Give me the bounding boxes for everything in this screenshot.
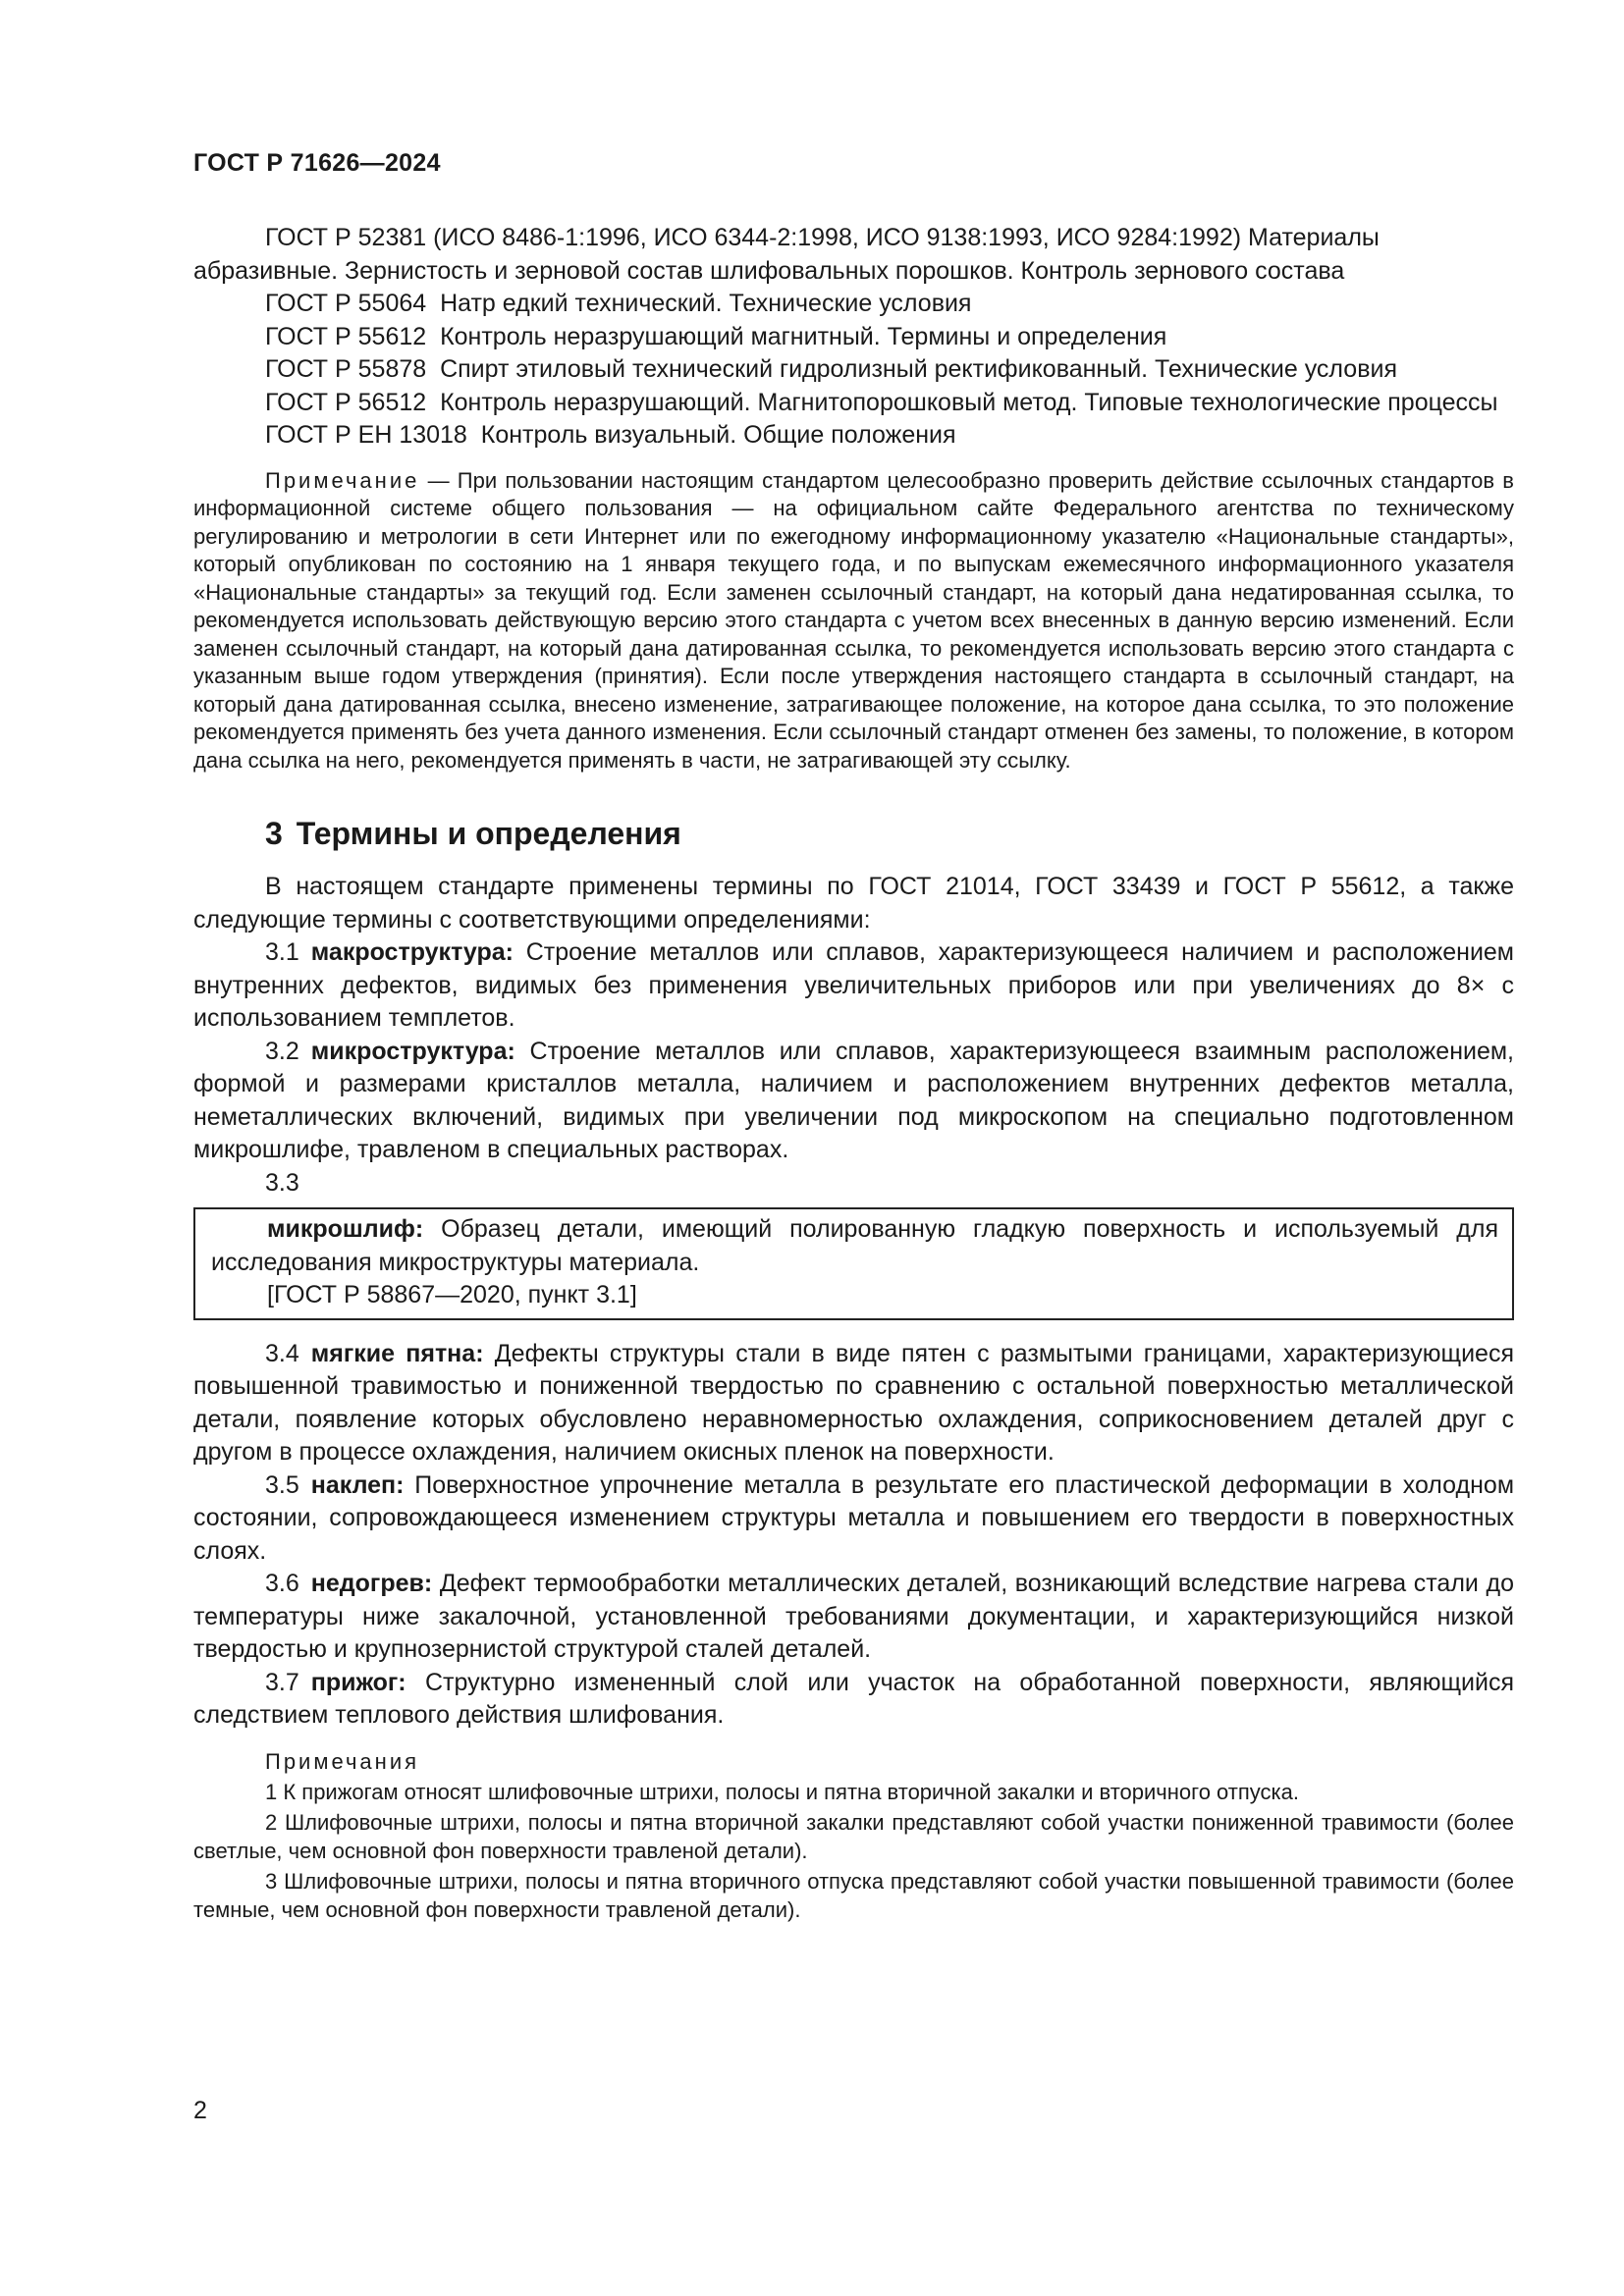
- term-name: прижог:: [310, 1668, 406, 1696]
- reference-list: [193, 222, 1514, 453]
- term-number-standalone: 3.3: [265, 1168, 299, 1197]
- page-body: [193, 222, 1514, 1924]
- term-entry: [211, 1213, 1498, 1279]
- reference-item: [193, 419, 1514, 453]
- term-number: 3.6: [265, 1570, 299, 1597]
- term-number: 3.5: [265, 1470, 299, 1499]
- reference-code: ГОСТ Р 55064: [265, 290, 427, 317]
- section-title: Термины и определения: [296, 816, 681, 851]
- term-name: микроструктура:: [310, 1037, 515, 1065]
- reference-code: ГОСТ Р 56512: [265, 388, 427, 416]
- term-number: 3.4: [265, 1339, 299, 1367]
- reference-title: Контроль неразрушающий. Магнитопорошковый метод. Типовые технологические процессы: [440, 388, 1498, 416]
- term-definition: Образец детали, имеющий полированную гладкую поверхность и используемый для исследования микроструктуры материала.: [211, 1215, 1498, 1276]
- reference-item: [193, 288, 1514, 321]
- term-number: 3.1: [265, 938, 299, 966]
- term-source: [ГОСТ Р 58867—2020, пункт 3.1]: [267, 1281, 637, 1308]
- term-definition: Строение металлов или сплавов, характеризующееся взаимным расположением, формой и размерами кристаллов металла, наличием и расположением внутренних дефектов металла, неметаллических включений, видимых при увеличении под микроскопом на специально подготовленном микрошлифе, травленом в специальных растворах.: [193, 1037, 1514, 1163]
- term-definition: Структурно измененный слой или участок на обработанной поверхности, являющийся следствием теплового действия шлифования.: [193, 1668, 1515, 1729]
- term-name: микрошлиф:: [267, 1215, 424, 1243]
- reference-title: Материалы абразивные. Зернистость и зерновой состав шлифовальных порошков. Контроль зернового состава: [193, 224, 1380, 285]
- reference-item: [193, 222, 1514, 288]
- note-item: 3 Шлифовочные штрихи, полосы и пятна вторичного отпуска представляют собой участки повышенной травимости (более темные, чем основной фон поверхности травленой детали).: [193, 1868, 1514, 1922]
- reference-title: Контроль неразрушающий магнитный. Термины и определения: [440, 322, 1167, 350]
- note-label: Примечание: [265, 467, 420, 493]
- reference-title: Натр едкий технический. Технические условия: [440, 290, 972, 317]
- term-entry: [193, 936, 1514, 1036]
- note-text: — При пользовании настоящим стандартом целесообразно проверить действие ссылочных стандартов в информационной системе общего пользования — на официальном сайте Федерального агентства по техническому регулированию и метрологии в сети Интернет или по ежегодному информационному указателю «Национальные стандарты», который опубликован по состоянию на 1 января текущего года, и по выпускам ежемесячного информационного указателя «Национальные стандарты» за текущий год. Если заменен ссылочный стандарт, на который дана недатированная ссылка, то рекомендуется использовать действующую версию этого стандарта с учетом всех внесенных в данную версию изменений. Если заменен ссылочный стандарт, на который дана датированная ссылка, то рекомендуется использовать версию этого стандарта с указанным выше годом утверждения (принятия). Если после утверждения настоящего стандарта в ссылочный стандарт, на который дана датированная ссылка, внесено изменение, затрагивающее положение, на которое дана ссылка, то это положение рекомендуется применять без учета данного изменения. Если ссылочный стандарт отменен без замены, то положение, в котором дана ссылка на него, рекомендуется применять в части, не затрагивающей эту ссылку.: [193, 467, 1514, 773]
- term-entry: [193, 1469, 1514, 1569]
- running-head: ГОСТ Р 71626—2024: [193, 149, 441, 177]
- term-name: мягкие пятна:: [310, 1339, 484, 1367]
- term-definition: Дефекты структуры стали в виде пятен с размытыми границами, характеризующиеся повышенной травимостью и пониженной твердостью по сравнению с остальной поверхностью металлической детали, появление которых обусловлено неравномерностью охлаждения, соприкосновением деталей друг с другом в процессе охлаждения, наличием окисных пленок на поверхности.: [193, 1339, 1515, 1466]
- note-item: 2 Шлифовочные штрихи, полосы и пятна вторичной закалки представляют собой участки пониженной травимости (более светлые, чем основной фон поверхности травленой детали).: [193, 1809, 1514, 1863]
- section-heading: [265, 814, 1514, 853]
- term-definition: Строение металлов или сплавов, характеризующееся наличием и расположением внутренних дефектов, видимых без применения увеличительных приборов или при увеличениях до 8× с использованием темплетов.: [193, 938, 1514, 1032]
- borrowed-term-box: [193, 1207, 1514, 1320]
- term-number: 3.2: [265, 1037, 299, 1065]
- section-intro: В настоящем стандарте применены термины по ГОСТ 21014, ГОСТ 33439 и ГОСТ Р 55612, а также следующие термины с соответствующими определениями:: [193, 873, 1514, 934]
- term-entry: [193, 1036, 1514, 1167]
- note-item: 1 К прижогам относят шлифовочные штрихи, полосы и пятна вторичной закалки и вторичного отпуска.: [265, 1779, 1299, 1804]
- reference-title: Контроль визуальный. Общие положения: [480, 421, 956, 449]
- term-number: 3.7: [265, 1668, 299, 1696]
- term-name: макроструктура:: [310, 938, 514, 966]
- term-definition: Дефект термообработки металлических деталей, возникающий вследствие нагрева стали до температуры ниже закалочной, установленной требованиями документации, и характеризующийся низкой твердостью и крупнозернистой структурой сталей деталей.: [193, 1570, 1514, 1663]
- term-entry: [193, 1667, 1514, 1733]
- reference-item: [193, 353, 1514, 387]
- term-entry: [193, 1338, 1514, 1469]
- term-entry: [193, 1568, 1514, 1667]
- term-name: наклеп:: [310, 1470, 405, 1499]
- reference-note: [193, 467, 1514, 775]
- notes-title: Примечания: [265, 1748, 420, 1774]
- reference-title: Спирт этиловый технический гидролизный ректификованный. Технические условия: [440, 355, 1397, 383]
- term-definition: Поверхностное упрочнение металла в результате его пластической деформации в холодном состоянии, сопровождающееся изменением структуры металла и повышением его твердости в поверхностных слоях.: [193, 1470, 1515, 1565]
- reference-code: ГОСТ Р 55612: [265, 322, 427, 350]
- reference-item: [193, 387, 1514, 420]
- reference-item: [193, 321, 1514, 354]
- reference-code: ГОСТ Р 52381 (ИСО 8486-1:1996, ИСО 6344-2:1998, ИСО 9138:1993, ИСО 9284:1992): [265, 224, 1242, 251]
- page-number: 2: [193, 2097, 207, 2124]
- section-number: 3: [265, 816, 283, 851]
- reference-code: ГОСТ Р 55878: [265, 355, 427, 383]
- term-name: недогрев:: [310, 1570, 433, 1597]
- reference-code: ГОСТ Р ЕН 13018: [265, 421, 467, 449]
